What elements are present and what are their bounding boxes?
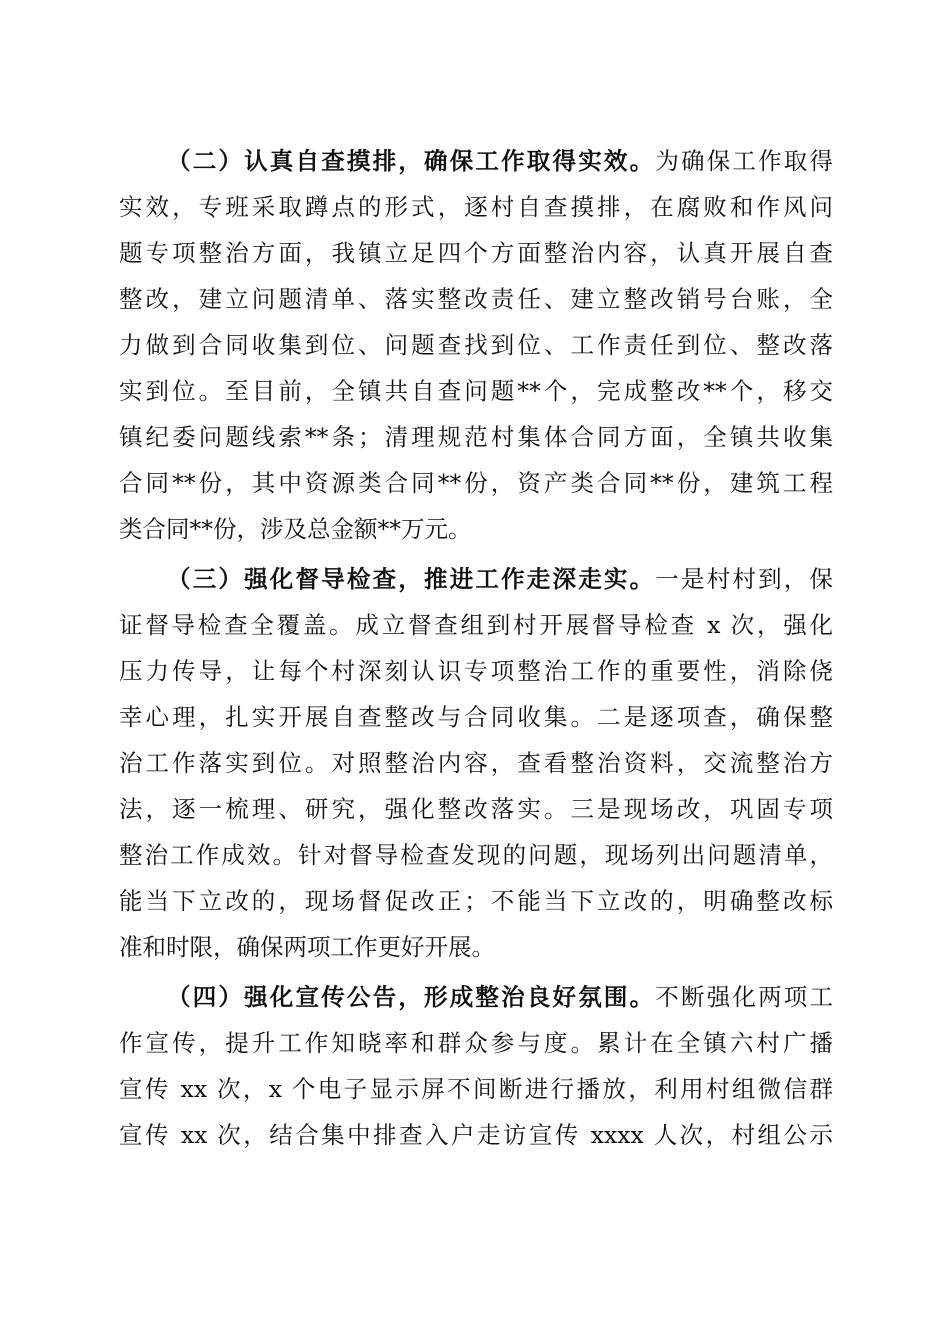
paragraph-4-line-1	[167, 974, 833, 1020]
paragraph-3-line-1	[167, 556, 833, 602]
paragraph-3-line-4: 幸心理，扎实开展自查整改与合同收集。二是逐项查，确保整	[119, 703, 833, 731]
paragraph-3-text: 一是村村到，保	[655, 565, 833, 593]
paragraph-2-line-7: 镇纪委问题线索**条；清理规范村集体合同方面，全镇共收集	[119, 423, 833, 451]
paragraph-3-line-7: 整治工作成效。针对督导检查发现的问题，现场列出问题清单，	[119, 841, 833, 869]
paragraph-3-line-3: 压力传导，让每个村深刻认识专项整治工作的重要性，消除侥	[119, 657, 833, 685]
paragraph-3-heading: （三）强化督导检查，推进工作走深走实。	[167, 565, 656, 593]
paragraph-2-line-3: 题专项整治方面，我镇立足四个方面整治内容，认真开展自查	[119, 239, 833, 267]
paragraph-4-text: 不断强化两项工	[655, 983, 833, 1011]
paragraph-2-text: 为确保工作取得	[655, 147, 833, 175]
paragraph-4-line-4: 宣传 xx 次，结合集中排查入户走访宣传 xxxx 人次，村组公示	[119, 1121, 833, 1149]
paragraph-3-line-6: 法，逐一梳理、研究，强化整改落实。三是现场改，巩固专项	[119, 795, 833, 823]
paragraph-3-line-2: 证督导检查全覆盖。成立督查组到村开展督导检查 x 次，强化	[119, 611, 833, 639]
paragraph-4-line-3: 宣传 xx 次，x 个电子显示屏不间断进行播放，利用村组微信群	[119, 1075, 833, 1103]
paragraph-3-line-5: 治工作落实到位。对照整治内容，查看整治资料，交流整治方	[119, 749, 833, 777]
paragraph-2-line-8: 合同**份，其中资源类合同**份，资产类合同**份，建筑工程	[119, 469, 833, 497]
paragraph-2-line-9: 类合同**份，涉及总金额**万元。	[119, 515, 472, 543]
paragraph-2-line-5: 力做到合同收集到位、问题查找到位、工作责任到位、整改落	[119, 331, 833, 359]
paragraph-4-line-2: 作宣传，提升工作知晓率和群众参与度。累计在全镇六村广播	[119, 1029, 833, 1057]
paragraph-4-heading: （四）强化宣传公告，形成整治良好氛围。	[167, 983, 656, 1011]
paragraph-3-line-9: 准和时限，确保两项工作更好开展。	[119, 933, 495, 961]
paragraph-3-line-8: 能当下立改的，现场督促改正；不能当下立改的，明确整改标	[119, 887, 833, 915]
paragraph-2-heading: （二）认真自查摸排，确保工作取得实效。	[167, 147, 656, 175]
paragraph-2-line-6: 实到位。至目前，全镇共自查问题**个，完成整改**个，移交	[119, 377, 833, 405]
paragraph-2-line-4: 整改，建立问题清单、落实整改责任、建立整改销号台账，全	[119, 285, 833, 313]
paragraph-2-line-2: 实效，专班采取蹲点的形式，逐村自查摸排，在腐败和作风问	[119, 193, 833, 221]
paragraph-2-line-1	[167, 138, 833, 184]
